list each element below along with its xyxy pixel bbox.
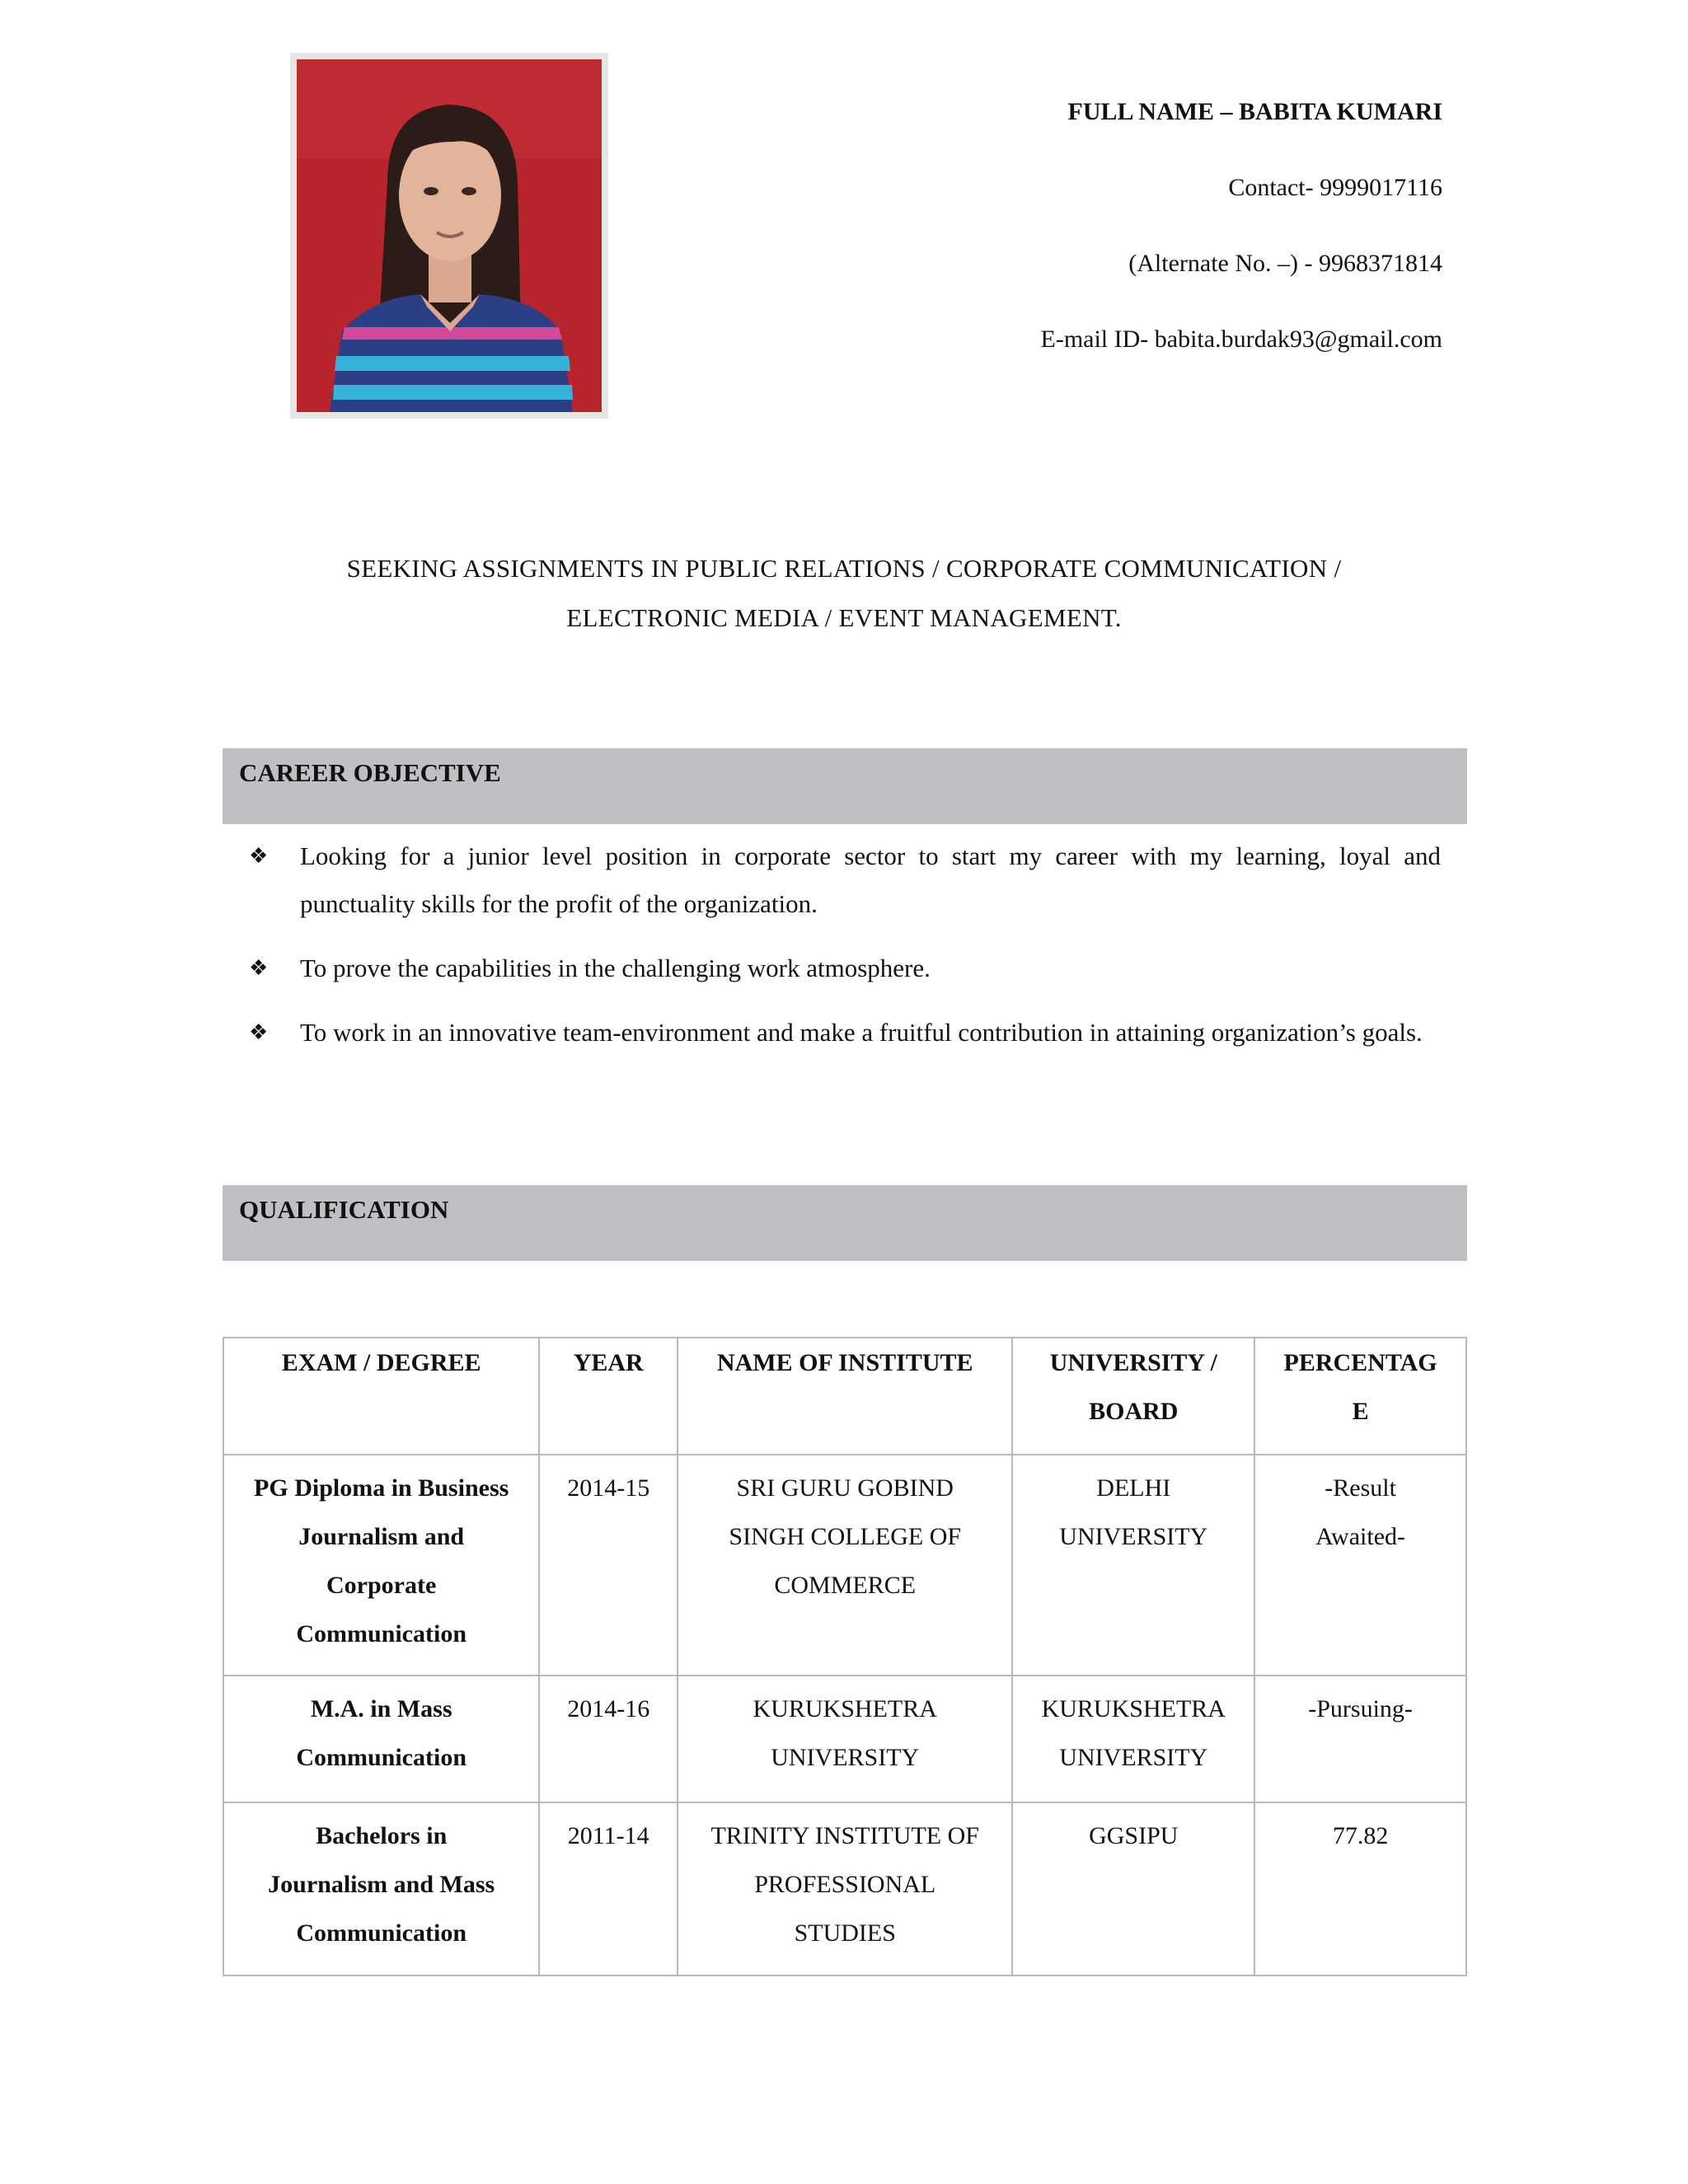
objective-text: To work in an innovative team-environment and make a fruitful contribution in attaining organization’s goals.: [300, 1018, 1423, 1047]
table-row: [223, 1675, 1466, 1802]
career-objective-heading: CAREER OBJECTIVE: [223, 748, 1467, 824]
column-header-year: YEAR: [539, 1338, 678, 1455]
cell-exam: M.A. in Mass Communication: [223, 1675, 539, 1802]
table-row: [223, 1802, 1466, 1975]
cell-year: 2014-16: [539, 1675, 678, 1802]
seeking-line-2: ELECTRONIC MEDIA / EVENT MANAGEMENT.: [566, 603, 1122, 632]
objective-item: [247, 832, 1441, 928]
seeking-statement: [223, 544, 1465, 643]
cell-university: KURUKSHETRA UNIVERSITY: [1012, 1675, 1254, 1802]
diamond-bullet-icon: ❖: [249, 1020, 269, 1044]
cell-institute: TRINITY INSTITUTE OF PROFESSIONAL STUDIES: [678, 1802, 1012, 1975]
cell-institute: KURUKSHETRA UNIVERSITY: [678, 1675, 1012, 1802]
objective-item: [247, 1009, 1441, 1057]
cell-exam: PG Diploma in Business Journalism and Corporate Communication: [223, 1455, 539, 1675]
table-row: [223, 1455, 1466, 1675]
column-header-university: UNIVERSITY / BOARD: [1012, 1338, 1254, 1455]
cell-university: GGSIPU: [1012, 1802, 1254, 1975]
cell-year: 2014-15: [539, 1455, 678, 1675]
diamond-bullet-icon: ❖: [249, 844, 269, 868]
career-objective-list: [247, 832, 1441, 1073]
cell-university: DELHI UNIVERSITY: [1012, 1455, 1254, 1675]
cell-percentage: -Result Awaited-: [1254, 1455, 1466, 1675]
portrait-photo: [297, 59, 602, 412]
objective-text: Looking for a junior level position in corporate sector to start my career with my learning, loyal and punctuality skills for the profit of the organization.: [300, 841, 1441, 918]
cell-year: 2011-14: [539, 1802, 678, 1975]
seeking-line-1: SEEKING ASSIGNMENTS IN PUBLIC RELATIONS / CORPORATE COMMUNICATION /: [346, 554, 1342, 583]
column-header-institute: NAME OF INSTITUTE: [678, 1338, 1012, 1455]
cell-percentage: -Pursuing-: [1254, 1675, 1466, 1802]
contact-block: [701, 97, 1442, 401]
qualification-table: [223, 1337, 1467, 1976]
cell-exam: Bachelors in Journalism and Mass Communication: [223, 1802, 539, 1975]
cell-percentage: 77.82: [1254, 1802, 1466, 1975]
contact-number: Contact- 9999017116: [1228, 174, 1442, 201]
alternate-number: (Alternate No. –) - 9968371814: [1128, 250, 1442, 277]
table-header-row: [223, 1338, 1466, 1455]
full-name: FULL NAME – BABITA KUMARI: [1067, 98, 1442, 125]
objective-item: [247, 944, 1441, 992]
cell-institute: SRI GURU GOBIND SINGH COLLEGE OF COMMERCE: [678, 1455, 1012, 1675]
objective-text: To prove the capabilities in the challenging work atmosphere.: [300, 954, 931, 982]
qualification-heading: QUALIFICATION: [223, 1185, 1467, 1261]
column-header-exam: EXAM / DEGREE: [223, 1338, 539, 1455]
profile-photo: [290, 53, 608, 419]
email-address: E-mail ID- babita.burdak93@gmail.com: [1040, 326, 1442, 353]
column-header-percentage: PERCENTAG E: [1254, 1338, 1466, 1455]
diamond-bullet-icon: ❖: [249, 956, 269, 980]
